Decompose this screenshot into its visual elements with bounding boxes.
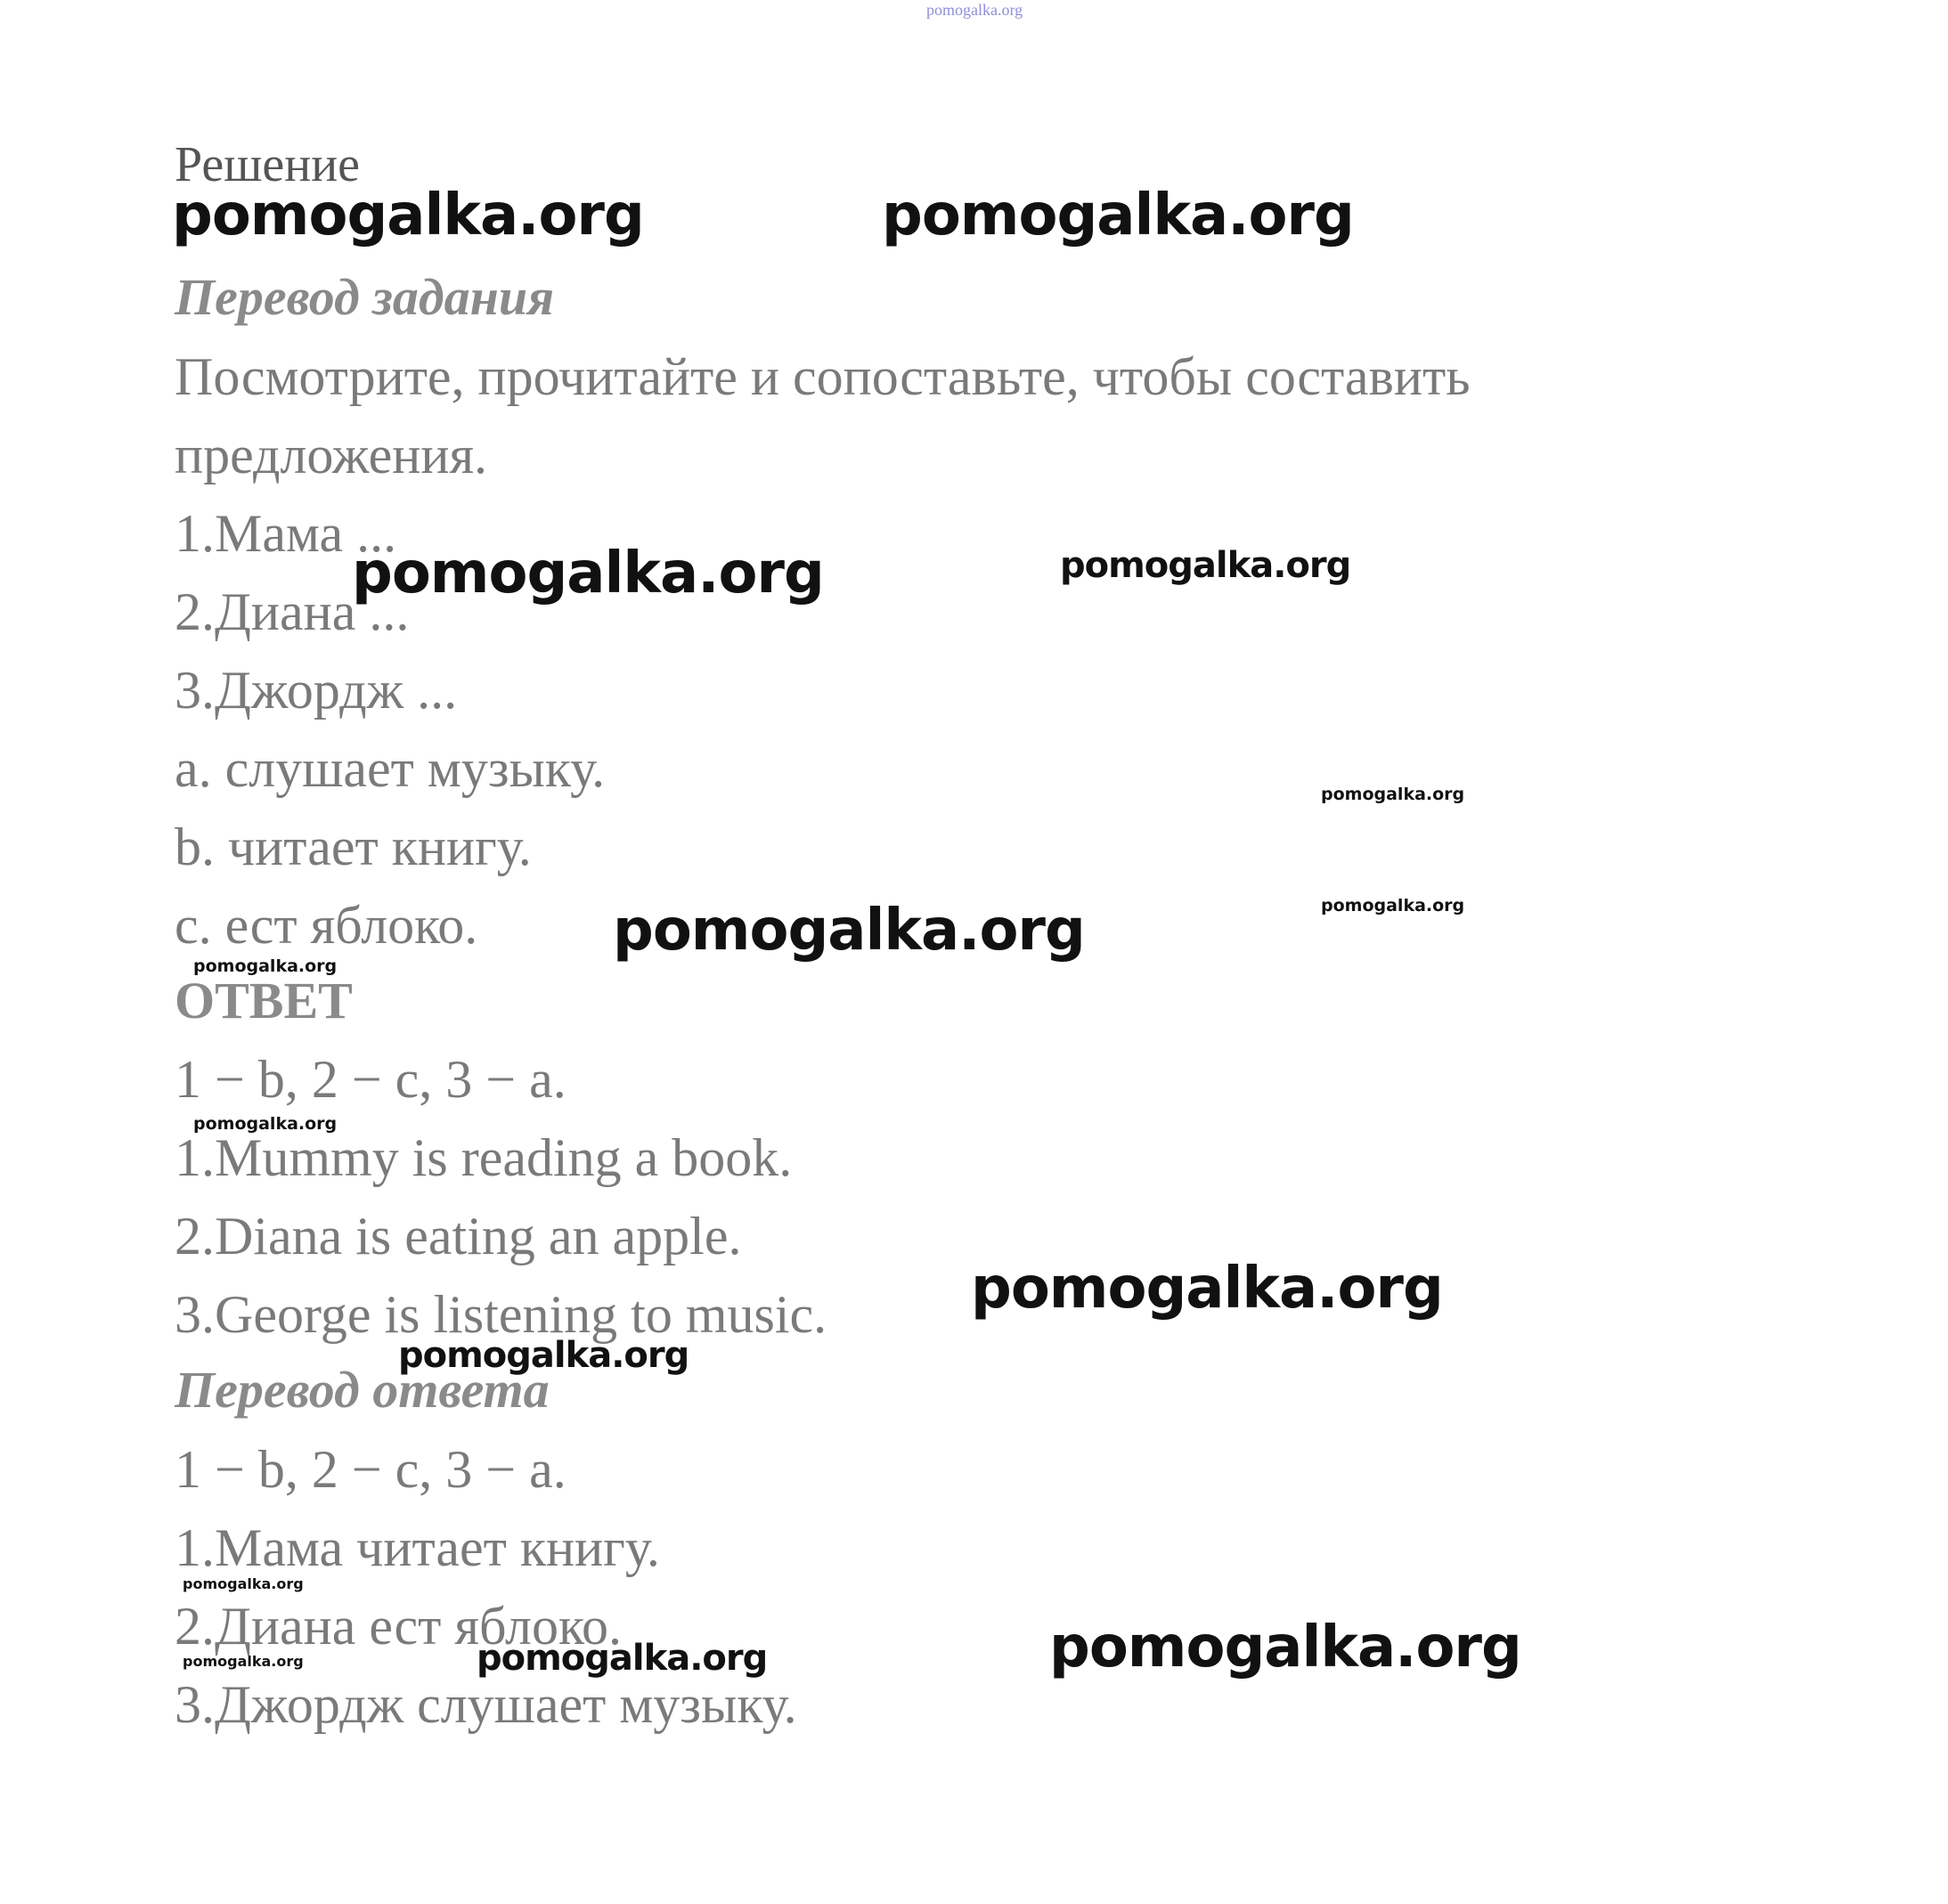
watermark: pomogalka.org [613, 898, 1085, 964]
task-option: c. ест яблоко. [175, 896, 478, 955]
watermark: pomogalka.org [183, 1653, 304, 1670]
watermark: pomogalka.org [183, 1575, 304, 1592]
translation-heading: Перевод ответа [175, 1361, 550, 1419]
task-text-line-2: предложения. [175, 426, 488, 484]
watermark: pomogalka.org [1321, 785, 1465, 804]
watermark: pomogalka.org [1321, 896, 1465, 915]
watermark: pomogalka.org [193, 1114, 338, 1134]
answer-heading: ОТВЕТ [175, 972, 353, 1029]
watermark: pomogalka.org [477, 1638, 768, 1679]
answer-key: 1 − b, 2 − c, 3 − a. [175, 1050, 566, 1109]
translation-sentence: 1.Мама читает книгу. [175, 1518, 660, 1577]
watermark: pomogalka.org [193, 956, 338, 976]
answer-sentence: 2.Diana is eating an apple. [175, 1207, 742, 1265]
watermark: pomogalka.org [926, 1, 1023, 19]
answer-sentence: 3.George is listening to music. [175, 1285, 827, 1344]
watermark: pomogalka.org [172, 183, 644, 248]
translation-key: 1 − b, 2 − c, 3 − a. [175, 1440, 566, 1499]
watermark: pomogalka.org [352, 541, 824, 606]
translation-sentence: 2.Диана ест яблоко. [175, 1597, 623, 1656]
task-heading: Перевод задания [175, 268, 554, 326]
task-option: b. читает книгу. [175, 818, 532, 876]
watermark: pomogalka.org [398, 1335, 689, 1376]
watermark: pomogalka.org [971, 1256, 1443, 1322]
task-text-line-1: Посмотрите, прочитайте и сопоставьте, чтобы составить [175, 347, 1471, 406]
page-title: Решение [175, 137, 361, 192]
task-item: 3.Джордж ... [175, 661, 458, 720]
watermark: pomogalka.org [1049, 1615, 1521, 1680]
answer-sentence: 1.Mummy is reading a book. [175, 1128, 793, 1187]
translation-sentence: 3.Джордж слушает музыку. [175, 1675, 797, 1734]
watermark: pomogalka.org [882, 183, 1354, 248]
task-option: a. слушает музыку. [175, 739, 606, 798]
task-item: 1.Мама ... [175, 504, 397, 563]
watermark: pomogalka.org [1060, 545, 1351, 586]
task-item: 2.Диана ... [175, 582, 410, 641]
